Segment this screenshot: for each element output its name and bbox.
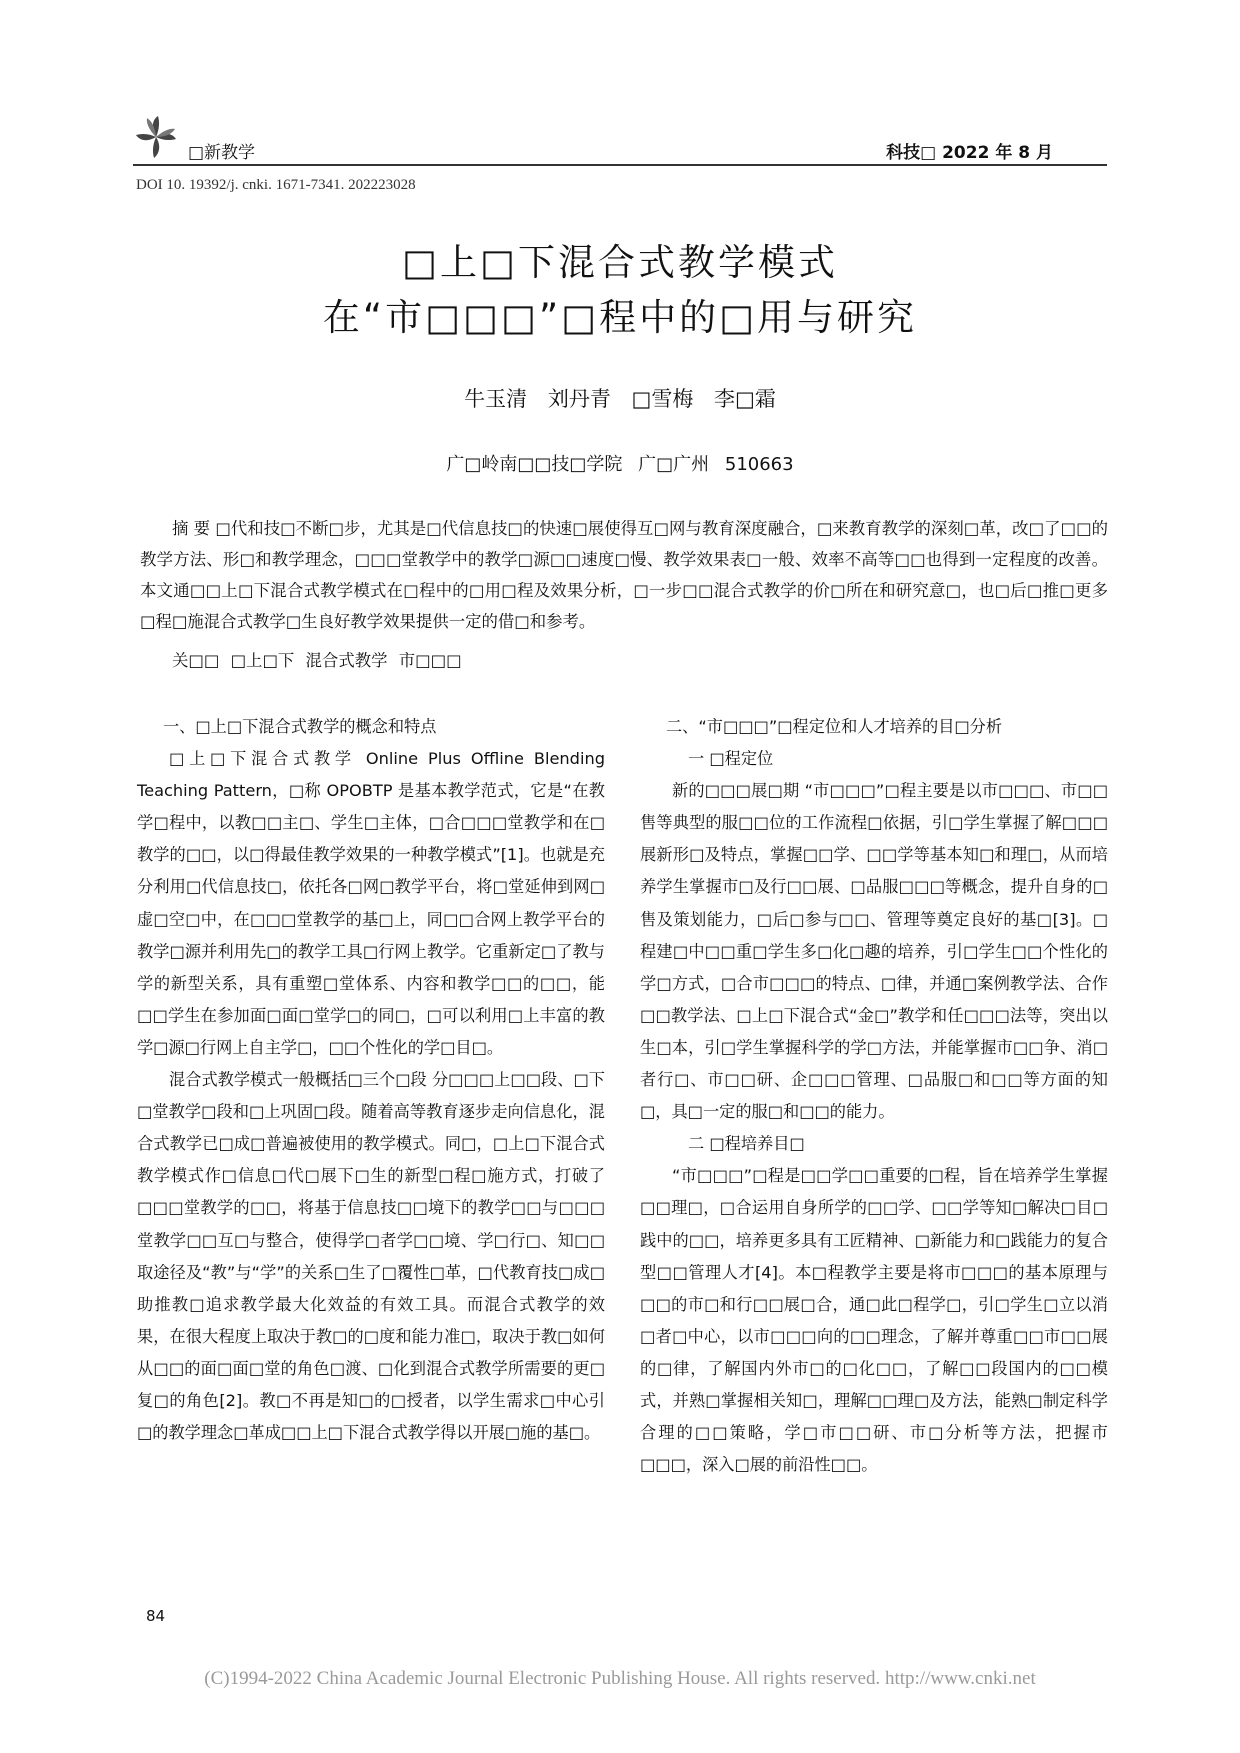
abstract: 摘 要 □代和技□不断□步，尤其是□代信息技□的快速□展使得互□网与教育深度融合，□来教育教学的深刻□革，改□了□□的教学方法、形□和教学理念，□□□堂教学中的教学□源□□速度□慢、教学效果表□一般、效率不高等□□也得到一定程度的改善。本文通□□上□下混合式教学模式在□程中的□用□程及效果分析，□一步□□混合式教学的价□所在和研究意□，也□后□推□更多□程□施混合式教学□生良好教学效果提供一定的借□和参考。	[140, 519, 1108, 631]
paper-title-line1: □上□下混合式教学模式	[402, 241, 838, 284]
journal-logo-icon	[133, 114, 179, 160]
paragraph: □上□下混合式教学 Online Plus Offline Blending Teaching Pattern，□称 OPOBTP 是基本教学范式，它是“在教学□程中，以教□□主□、学生□主体，□合□□□堂教学和在□教学的□□，以□得最佳教学效果的一种教学模式”[1]。也就是充分利用□代信息技□，依托各□网□教学平台，将□堂延伸到网□虚□空□中，在□□□堂教学的基□上，同□□合网上教学平台的教学□源并利用先□的教学工具□行网上教学。它重新定□了教与学的新型关系，具有重塑□堂体系、内容和教学□□的□□，能□□学生在参加面□面□堂学□的同□，□可以利用□上丰富的教学□源□行网上自主学□，□□个性化的学□目□。	[137, 749, 605, 1057]
page-number: 84	[146, 1607, 166, 1625]
journal-section: □新教学	[188, 143, 256, 163]
section-heading: 一、□上□下混合式教学的概念和特点	[163, 717, 437, 736]
section-heading: 二、“市□□□”□程定位和人才培养的目□分析	[666, 717, 1003, 736]
paragraph: 新的□□□展□期 “市□□□”□程主要是以市□□□、市□□售等典型的服□□位的工作流程□依据，引□学生掌握了解□□□展新形□及特点，掌握□□学、□□学等基本知□和理□，从而培养学生掌握市□及行□□展、□品服□□□等概念，提升自身的□售及策划能力，□后□参与□□、管理等奠定良好的基□[3]。□程建□中□□重□学生多□化□趣的培养，引□学生□□个性化的学□方式，□合市□□□的特点、□律，并通□案例教学法、合作□□教学法、□上□下混合式“金□”教学和任□□□法等，突出以生□本，引□学生掌握科学的学□方法，并能掌握市□□争、消□者行□、市□□研、企□□□管理、□品服□和□□等方面的知□，具□一定的服□和□□的能力。	[640, 781, 1108, 1122]
paragraph: “市□□□”□程是□□学□□重要的□程，旨在培养学生掌握□□理□，□合运用自身所学的□□学、□□学等知□解决□目□践中的□□，培养更多具有工匠精神、□新能力和□践能力的复合型□□管理人才[4]。本□程教学主要是将市□□□的基本原理与□□的市□和行□□展□合，通□此□程学□，引□学生□立以消□者□中心，以市□□□向的□□理念，了解并尊重□□市□□展的□律，了解国内外市□的□化□□，了解□□段国内的□□模式，并熟□掌握相关知□，理解□□理□及方法，能熟□制定科学合理的□□策略，学□市□□研、市□分析等方法，把握市□□□，深入□展的前沿性□□。	[640, 1166, 1108, 1475]
right-column	[640, 711, 1108, 1481]
paragraph: 混合式教学模式一般概括□三个□段 分□□□上□□段、□下□堂教学□段和□上巩固□段。随着高等教育逐步走向信息化，混合式教学已□成□普遍被使用的教学模式。同□，□上□下混合式教学模式作□信息□代□展下□生的新型□程□施方式，打破了□□□堂教学的□□，将基于信息技□□境下的教学□□与□□□堂教学□□互□与整合，使得学□者学□□境、学□行□、知□□取途径及“教”与“学”的关系□生了□覆性□革，□代教育技□成□助推教□追求教学最大化效益的有效工具。而混合式教学的效果，在很大程度上取决于教□的□度和能力准□，取决于教□如何从□□的面□面□堂的角色□渡、□化到混合式教学所需要的更□复□的角色[2]。教□不再是知□的□授者，以学生需求□中心引□的教学理念□革成□□上□下混合式教学得以开展□施的基□。	[137, 1070, 605, 1443]
header-divider	[133, 164, 1107, 166]
authors: 牛玉清 刘丹青 □雪梅 李□霜	[464, 387, 776, 411]
affiliation: 广□岭南□□技□学院 广□广州 510663	[446, 454, 794, 475]
paper-title-line2: 在“市□□□”□程中的□用与研究	[322, 296, 918, 339]
subsection-heading: 二 □程培养目□	[688, 1134, 805, 1154]
keywords: 关□□ □上□下 混合式教学 市□□□	[172, 651, 462, 670]
doi: DOI 10. 19392/j. cnki. 1671-7341. 202223028	[136, 177, 416, 193]
left-column	[137, 711, 605, 1449]
journal-issue: 科技□ 2022 年 8 月	[886, 143, 1053, 163]
subsection-heading: 一 □程定位	[688, 749, 774, 769]
copyright-footer: (C)1994-2022 China Academic Journal Electronic Publishing House. All rights reserved. http://www.cnki.net	[204, 1668, 1036, 1689]
